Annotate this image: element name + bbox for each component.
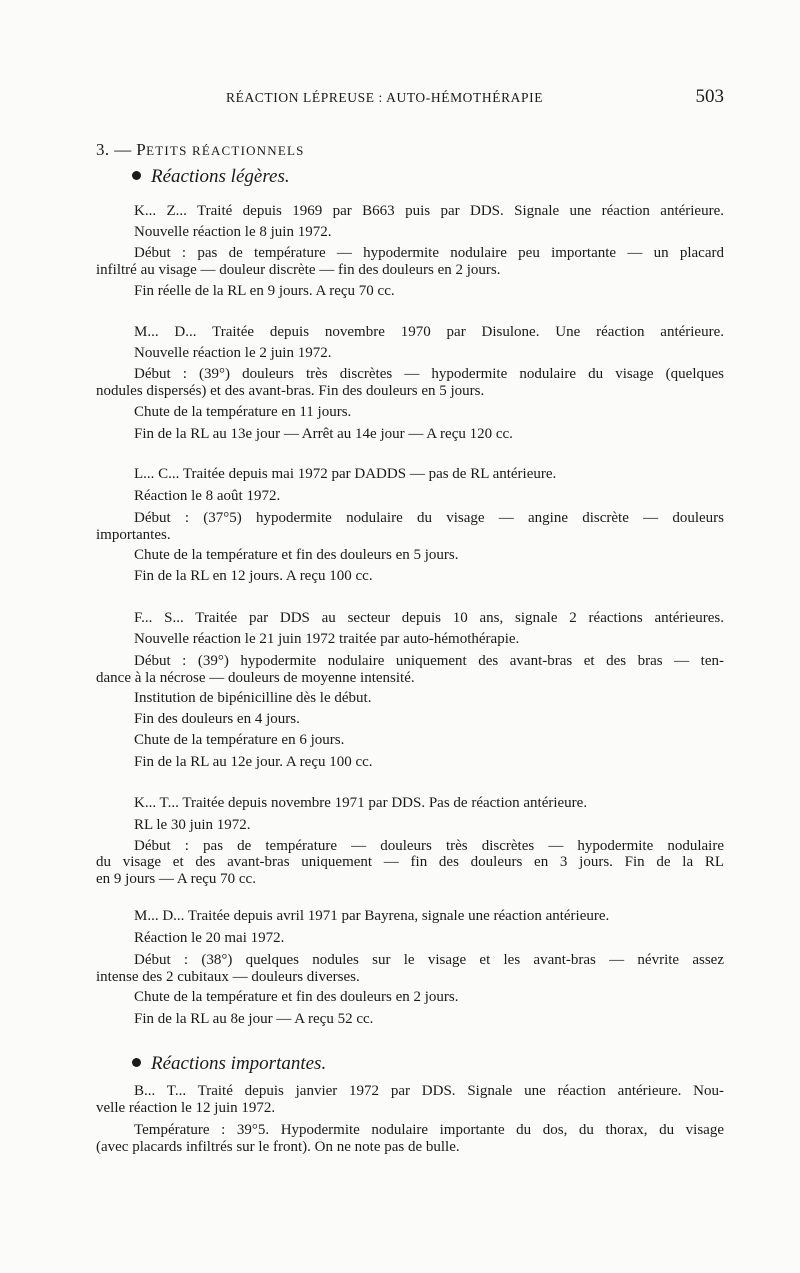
text-line: Fin de la RL au 12e jour. A reçu 100 cc. (134, 754, 373, 770)
text-line: Nouvelle réaction le 8 juin 1972. (134, 224, 332, 240)
text-line: Réaction le 8 août 1972. (134, 488, 281, 504)
text-line: dance à la nécrose — douleurs de moyenne intensité. (96, 670, 415, 686)
bullet-icon (132, 171, 141, 180)
text-line: Chute de la température en 11 jours. (134, 404, 352, 420)
section-number: 3. — (96, 140, 132, 159)
text-line: Fin réelle de la RL en 9 jours. A reçu 70 cc. (134, 283, 395, 299)
text-line: en 9 jours — A reçu 70 cc. (96, 871, 256, 887)
text-line: (avec placards infiltrés sur le front). On ne note pas de bulle. (96, 1139, 460, 1155)
section-title-initial: P (136, 140, 147, 159)
text-line: F... S... Traitée par DDS au secteur depuis 10 ans, signale 2 réactions antérieures. (134, 610, 724, 626)
text-line: nodules dispersés) et des avant-bras. Fin des douleurs en 5 jours. (96, 383, 485, 399)
text-line: Fin de la RL en 12 jours. A reçu 100 cc. (134, 568, 373, 584)
text-line: Nouvelle réaction le 2 juin 1972. (134, 345, 332, 361)
text-line: Début : (37°5) hypodermite nodulaire du visage — angine discrète — douleurs (134, 510, 724, 526)
text-line: Chute de la température et fin des douleurs en 2 jours. (134, 989, 459, 1005)
text-line: Réaction le 20 mai 1972. (134, 930, 285, 946)
page-header (96, 88, 724, 112)
text-line: Début : (39°) douleurs très discrètes — hypodermite nodulaire du visage (quelques (134, 366, 724, 382)
subheading-reactions-legeres (132, 166, 290, 188)
text-line: K... T... Traitée depuis novembre 1971 par DDS. Pas de réaction antérieure. (134, 795, 588, 811)
text-line: Début : pas de température — douleurs très discrètes — hypodermite nodulaire (134, 838, 724, 854)
bullet-icon (132, 1058, 141, 1067)
text-line: Chute de la température et fin des douleurs en 5 jours. (134, 547, 459, 563)
text-line: intense des 2 cubitaux — douleurs diverses. (96, 969, 360, 985)
text-line: du visage et des avant-bras uniquement — fin des douleurs en 3 jours. Fin de la RL (96, 854, 724, 870)
text-line: M... D... Traitée depuis avril 1971 par Bayrena, signale une réaction antérieure. (134, 908, 610, 924)
subheading-text: Réactions légères. (151, 166, 290, 187)
page-number: 503 (695, 86, 724, 107)
text-line: Début : (38°) quelques nodules sur le visage et les avant-bras — névrite assez (134, 952, 724, 968)
subheading-text: Réactions importantes. (151, 1053, 327, 1074)
text-line: Fin de la RL au 8e jour — A reçu 52 cc. (134, 1011, 374, 1027)
text-line: Température : 39°5. Hypodermite nodulaire importante du dos, du thorax, du visage (134, 1122, 724, 1138)
text-line: K... Z... Traité depuis 1969 par B663 puis par DDS. Signale une réaction antérieure. (134, 203, 724, 219)
text-line: Fin de la RL au 13e jour — Arrêt au 14e jour — A reçu 120 cc. (134, 426, 513, 442)
subheading-reactions-importantes (132, 1053, 326, 1075)
running-title: RÉACTION LÉPREUSE : AUTO-HÉMOTHÉRAPIE (226, 90, 544, 105)
text-line: Nouvelle réaction le 21 juin 1972 traitée par auto-hémothérapie. (134, 631, 520, 647)
text-line: importantes. (96, 527, 171, 543)
section-title-rest: ETITS RÉACTIONNELS (146, 143, 305, 158)
text-line: L... C... Traitée depuis mai 1972 par DADDS — pas de RL antérieure. (134, 466, 557, 482)
text-line: infiltré au visage — douleur discrète — fin des douleurs en 2 jours. (96, 262, 501, 278)
section-heading (96, 140, 305, 160)
text-line: Début : pas de température — hypodermite nodulaire peu importante — un placard (134, 245, 724, 261)
text-line: B... T... Traité depuis janvier 1972 par DDS. Signale une réaction antérieure. Nou- (134, 1083, 724, 1099)
text-line: RL le 30 juin 1972. (134, 817, 251, 833)
text-line: M... D... Traitée depuis novembre 1970 par Disulone. Une réaction antérieure. (134, 324, 724, 340)
text-line: Chute de la température en 6 jours. (134, 732, 345, 748)
text-line: Début : (39°) hypodermite nodulaire uniquement des avant-bras et des bras — ten- (134, 653, 724, 669)
text-line: Fin des douleurs en 4 jours. (134, 711, 300, 727)
text-line: Institution de bipénicilline dès le début. (134, 690, 372, 706)
text-line: velle réaction le 12 juin 1972. (96, 1100, 276, 1116)
